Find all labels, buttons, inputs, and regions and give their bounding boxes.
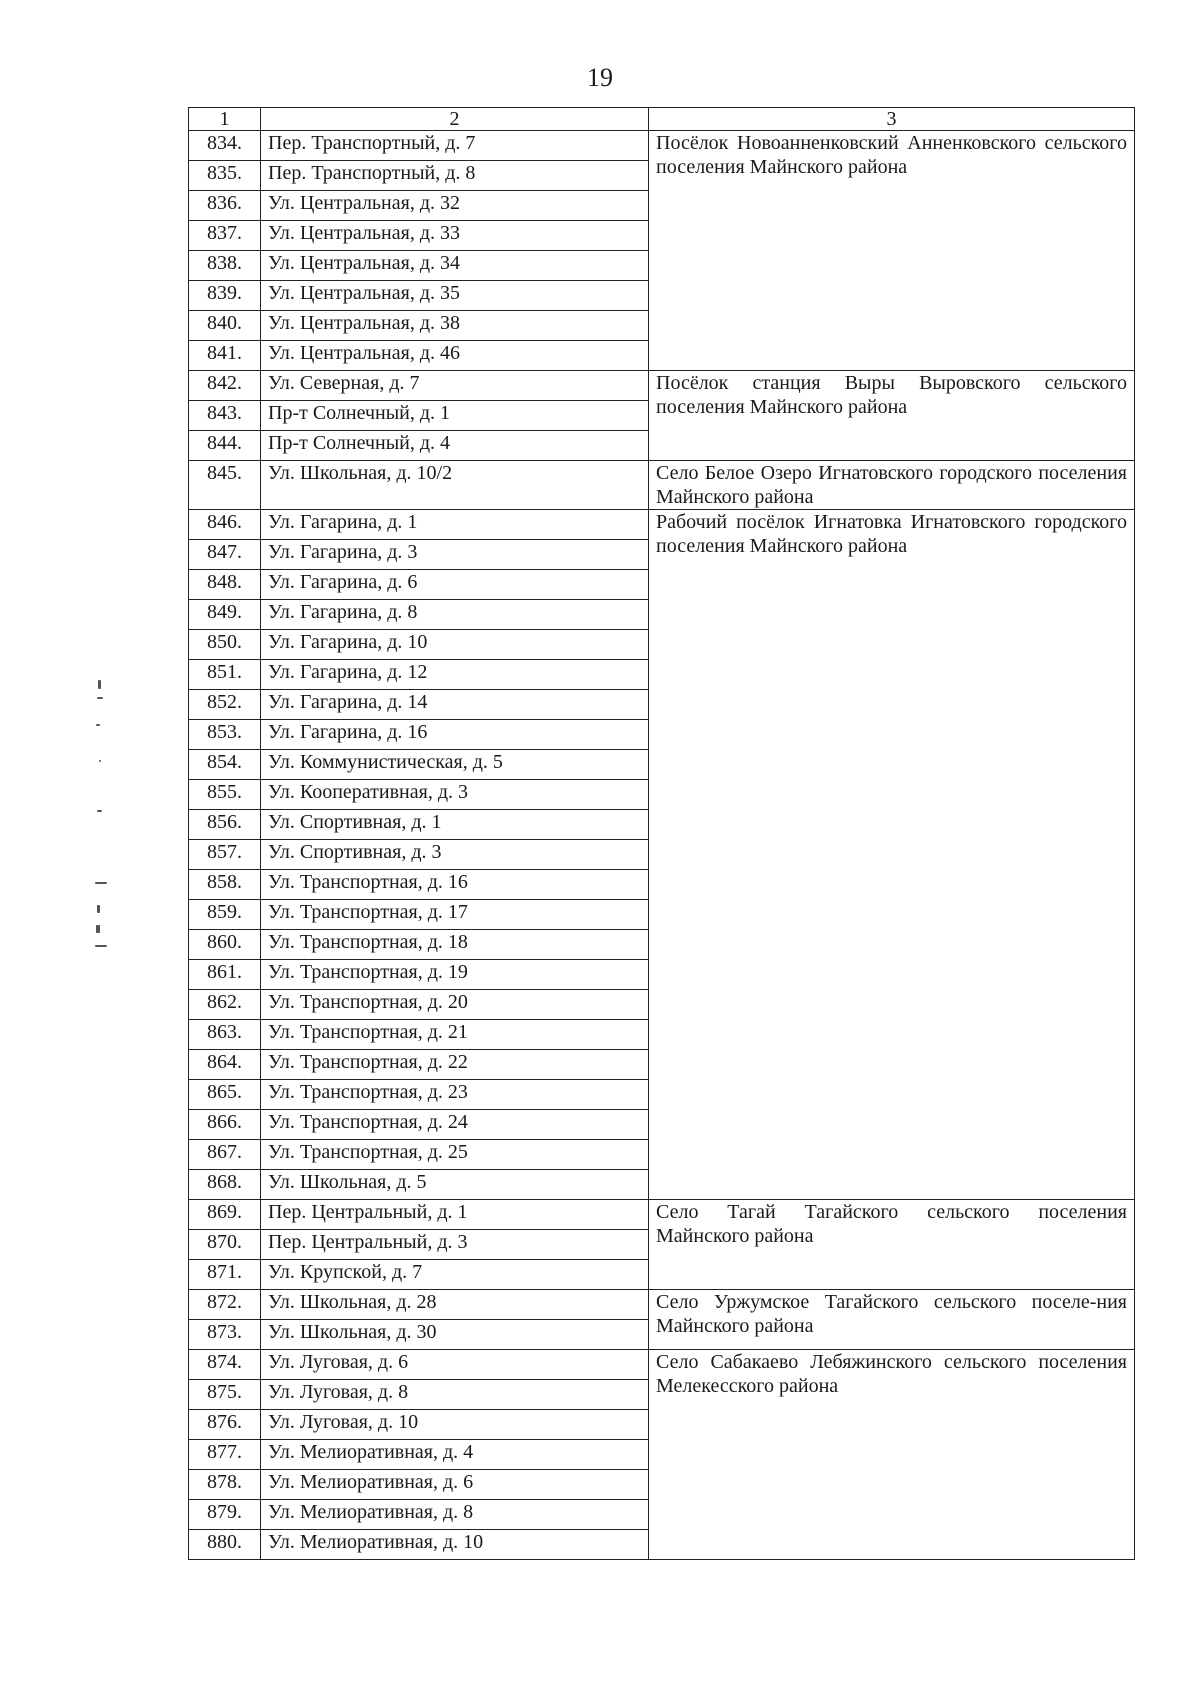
row-number: 866. <box>189 1110 261 1140</box>
address-cell: Ул. Гагарина, д. 14 <box>261 690 649 720</box>
row-number: 872. <box>189 1290 261 1320</box>
locality-cell: Рабочий посёлок Игнатовка Игнатовского городского поселения Майнского района <box>649 510 1135 1200</box>
row-number: 853. <box>189 720 261 750</box>
address-cell: Ул. Центральная, д. 32 <box>261 191 649 221</box>
table-row <box>189 1200 1135 1230</box>
row-number: 875. <box>189 1380 261 1410</box>
locality-cell: Село Уржумское Тагайского сельского поселе-ния Майнского района <box>649 1290 1135 1350</box>
address-cell: Ул. Школьная, д. 30 <box>261 1320 649 1350</box>
address-cell: Ул. Транспортная, д. 22 <box>261 1050 649 1080</box>
row-number: 841. <box>189 341 261 371</box>
address-cell: Ул. Транспортная, д. 16 <box>261 870 649 900</box>
address-cell: Ул. Транспортная, д. 19 <box>261 960 649 990</box>
address-cell: Ул. Транспортная, д. 17 <box>261 900 649 930</box>
row-number: 860. <box>189 930 261 960</box>
address-cell: Пр-т Солнечный, д. 1 <box>261 401 649 431</box>
locality-cell: Село Сабакаево Лебяжинского сельского поселения Мелекесского района <box>649 1350 1135 1560</box>
scan-mark <box>95 945 107 947</box>
address-cell: Ул. Гагарина, д. 16 <box>261 720 649 750</box>
row-number: 867. <box>189 1140 261 1170</box>
table-row <box>189 371 1135 401</box>
address-cell: Ул. Транспортная, д. 25 <box>261 1140 649 1170</box>
row-number: 868. <box>189 1170 261 1200</box>
scan-mark <box>99 760 101 762</box>
address-cell: Ул. Школьная, д. 5 <box>261 1170 649 1200</box>
row-number: 862. <box>189 990 261 1020</box>
address-cell: Ул. Гагарина, д. 1 <box>261 510 649 540</box>
address-cell: Ул. Крупской, д. 7 <box>261 1260 649 1290</box>
row-number: 837. <box>189 221 261 251</box>
address-cell: Ул. Центральная, д. 35 <box>261 281 649 311</box>
locality-cell: Посёлок станция Выры Выровского сельского поселения Майнского района <box>649 371 1135 461</box>
row-number: 858. <box>189 870 261 900</box>
row-number: 871. <box>189 1260 261 1290</box>
address-cell: Ул. Транспортная, д. 24 <box>261 1110 649 1140</box>
row-number: 848. <box>189 570 261 600</box>
row-number: 876. <box>189 1410 261 1440</box>
scan-mark <box>96 925 100 933</box>
address-cell: Ул. Гагарина, д. 8 <box>261 600 649 630</box>
column-header-1: 1 <box>189 108 261 131</box>
address-cell: Ул. Спортивная, д. 3 <box>261 840 649 870</box>
row-number: 859. <box>189 900 261 930</box>
address-cell: Ул. Центральная, д. 34 <box>261 251 649 281</box>
table-row <box>189 131 1135 161</box>
locality-cell: Село Тагай Тагайского сельского поселения Майнского района <box>649 1200 1135 1290</box>
row-number: 879. <box>189 1500 261 1530</box>
address-cell: Ул. Мелиоративная, д. 4 <box>261 1440 649 1470</box>
row-number: 849. <box>189 600 261 630</box>
address-cell: Ул. Гагарина, д. 6 <box>261 570 649 600</box>
row-number: 874. <box>189 1350 261 1380</box>
address-cell: Ул. Гагарина, д. 3 <box>261 540 649 570</box>
address-cell: Ул. Центральная, д. 33 <box>261 221 649 251</box>
address-cell: Пер. Центральный, д. 1 <box>261 1200 649 1230</box>
address-cell: Пер. Транспортный, д. 8 <box>261 161 649 191</box>
row-number: 855. <box>189 780 261 810</box>
row-number: 873. <box>189 1320 261 1350</box>
row-number: 842. <box>189 371 261 401</box>
row-number: 852. <box>189 690 261 720</box>
page-number: 19 <box>587 63 613 92</box>
row-number: 835. <box>189 161 261 191</box>
table-row <box>189 1350 1135 1380</box>
row-number: 857. <box>189 840 261 870</box>
table-header-row <box>189 108 1135 131</box>
address-cell: Ул. Гагарина, д. 12 <box>261 660 649 690</box>
table-row <box>189 510 1135 540</box>
row-number: 870. <box>189 1230 261 1260</box>
locality-cell: Село Белое Озеро Игнатовского городского поселения Майнского района <box>649 461 1135 510</box>
scan-mark <box>97 697 103 699</box>
table-row <box>189 461 1135 510</box>
row-number: 834. <box>189 131 261 161</box>
address-cell: Ул. Спортивная, д. 1 <box>261 810 649 840</box>
scan-mark <box>97 810 102 812</box>
address-cell: Ул. Луговая, д. 6 <box>261 1350 649 1380</box>
row-number: 878. <box>189 1470 261 1500</box>
row-number: 847. <box>189 540 261 570</box>
column-header-2: 2 <box>261 108 649 131</box>
scan-mark <box>96 724 100 726</box>
row-number: 838. <box>189 251 261 281</box>
table-row <box>189 1290 1135 1320</box>
address-cell: Ул. Мелиоративная, д. 8 <box>261 1500 649 1530</box>
address-cell: Ул. Транспортная, д. 18 <box>261 930 649 960</box>
row-number: 880. <box>189 1530 261 1560</box>
address-cell: Ул. Транспортная, д. 23 <box>261 1080 649 1110</box>
address-cell: Ул. Школьная, д. 28 <box>261 1290 649 1320</box>
row-number: 836. <box>189 191 261 221</box>
row-number: 851. <box>189 660 261 690</box>
row-number: 864. <box>189 1050 261 1080</box>
address-cell: Пер. Центральный, д. 3 <box>261 1230 649 1260</box>
row-number: 869. <box>189 1200 261 1230</box>
address-cell: Ул. Луговая, д. 10 <box>261 1410 649 1440</box>
address-cell: Пер. Транспортный, д. 7 <box>261 131 649 161</box>
address-cell: Ул. Школьная, д. 10/2 <box>261 461 649 510</box>
address-cell: Ул. Центральная, д. 46 <box>261 341 649 371</box>
row-number: 850. <box>189 630 261 660</box>
row-number: 840. <box>189 311 261 341</box>
address-cell: Ул. Центральная, д. 38 <box>261 311 649 341</box>
address-table-body <box>189 108 1135 1560</box>
row-number: 865. <box>189 1080 261 1110</box>
row-number: 839. <box>189 281 261 311</box>
address-table <box>188 107 1135 1560</box>
address-cell: Ул. Мелиоративная, д. 6 <box>261 1470 649 1500</box>
address-cell: Ул. Мелиоративная, д. 10 <box>261 1530 649 1560</box>
row-number: 843. <box>189 401 261 431</box>
address-cell: Ул. Транспортная, д. 20 <box>261 990 649 1020</box>
row-number: 844. <box>189 431 261 461</box>
scan-mark <box>95 882 107 884</box>
row-number: 856. <box>189 810 261 840</box>
row-number: 854. <box>189 750 261 780</box>
scan-mark <box>98 680 101 689</box>
address-cell: Ул. Транспортная, д. 21 <box>261 1020 649 1050</box>
row-number: 877. <box>189 1440 261 1470</box>
column-header-3: 3 <box>649 108 1135 131</box>
row-number: 861. <box>189 960 261 990</box>
address-cell: Ул. Гагарина, д. 10 <box>261 630 649 660</box>
address-cell: Пр-т Солнечный, д. 4 <box>261 431 649 461</box>
address-cell: Ул. Луговая, д. 8 <box>261 1380 649 1410</box>
row-number: 845. <box>189 461 261 510</box>
address-cell: Ул. Кооперативная, д. 3 <box>261 780 649 810</box>
locality-cell: Посёлок Новоанненковский Анненковского сельского поселения Майнского района <box>649 131 1135 371</box>
scan-mark <box>97 905 100 913</box>
address-cell: Ул. Коммунистическая, д. 5 <box>261 750 649 780</box>
row-number: 846. <box>189 510 261 540</box>
row-number: 863. <box>189 1020 261 1050</box>
address-cell: Ул. Северная, д. 7 <box>261 371 649 401</box>
